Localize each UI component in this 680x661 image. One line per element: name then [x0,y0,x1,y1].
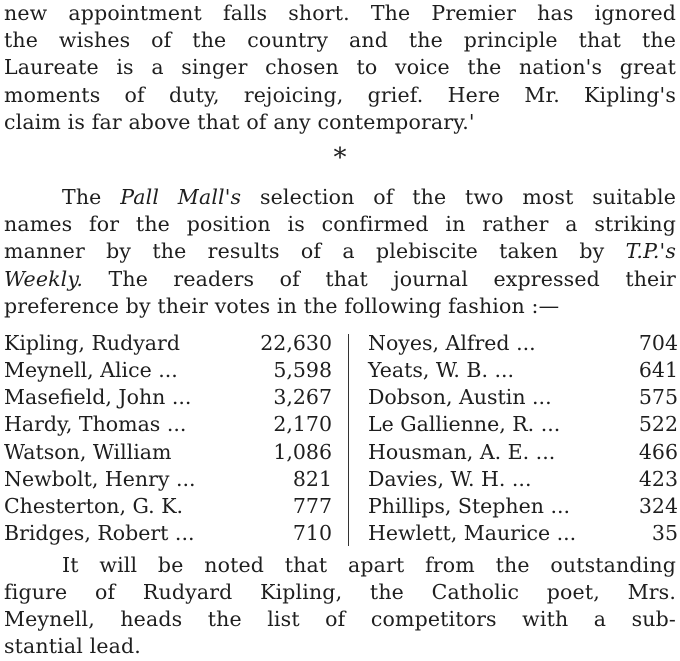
poet-name: Chesterton, G. K. [4,494,184,518]
vote-count: 3,267 [273,385,332,410]
poet-name: Noyes, Alfred ... [368,330,536,355]
poet-name: Masefield, John ... [4,385,192,410]
table-row [368,520,678,547]
vote-count: 2,170 [273,412,332,437]
poet-name: Hewlett, Maurice ... [368,521,577,546]
vote-count: 575 [638,385,678,410]
table-row [4,330,332,357]
votes-table [4,330,676,548]
poet-name: Hardy, Thomas ... [4,412,187,437]
vote-count: 1,086 [273,439,332,464]
intro-paragraph [4,0,676,136]
column-divider [348,334,349,546]
table-row [368,493,678,520]
text-line: figure of Rudyard Kipling, the Catholic poet, Mrs. [4,580,676,605]
text-line [4,184,676,211]
poet-name: Kipling, Rudyard [4,330,180,355]
table-row [368,330,678,357]
closing-paragraph [4,552,676,661]
vote-count: 423 [638,466,678,491]
poet-name: Watson, William [4,439,172,464]
table-row [4,411,332,438]
poet-name: Davies, W. H. ... [368,466,532,491]
table-row [4,439,332,466]
table-row [368,466,678,493]
vote-count: 641 [638,358,678,383]
document-page [4,0,676,661]
poet-name: Le Gallienne, R. ... [368,412,561,437]
table-row [368,357,678,384]
poet-name: Yeats, W. B. ... [368,358,515,383]
vote-count: 704 [638,330,678,355]
text-line: Laureate is a singer chosen to voice the nation's great [4,55,676,80]
text-line [4,266,676,293]
table-row [368,411,678,438]
text-line: Meynell, heads the list of competitors with a sub- [4,607,676,632]
vote-count: 22,630 [260,330,332,355]
vote-count: 5,598 [273,358,332,383]
vote-count: 821 [292,466,332,491]
votes-column-right [368,330,678,548]
vote-count: 466 [638,439,678,464]
section-separator: * [333,142,347,173]
table-row [4,384,332,411]
poet-name: Meynell, Alice ... [4,358,178,383]
vote-count: 324 [638,494,678,518]
vote-count: 35 [651,521,678,546]
table-row [4,466,332,493]
text-run: selection of the two most suitable [241,184,677,209]
text-line: preference by their votes in the following fashion :— [4,293,560,318]
plebiscite-paragraph [4,184,676,320]
poet-name: Dobson, Austin ... [368,385,552,410]
table-row [368,439,678,466]
votes-column-left [4,330,332,548]
table-row [4,493,332,520]
text-run: manner by the results of a plebiscite taken by [4,239,626,264]
text-line: names for the position is confirmed in rather a striking [4,212,676,237]
table-row [4,520,332,547]
text-line: claim is far above that of any contemporary.' [4,109,475,134]
poet-name: Phillips, Stephen ... [368,494,571,518]
text-line [4,238,676,265]
text-run: The readers of that journal expressed their [83,266,676,291]
poet-name: Bridges, Robert ... [4,521,195,546]
vote-count: 710 [292,521,332,546]
poet-name: Housman, A. E. ... [368,439,556,464]
poet-name: Newbolt, Henry ... [4,466,196,491]
table-row [368,384,678,411]
text-line: new appointment falls short. The Premier has ignored [4,1,676,25]
text-line: It will be noted that apart from the outstanding [62,552,676,577]
text-run: The [62,184,121,209]
publication-title: T.P.'s [625,239,676,264]
vote-count: 777 [292,494,332,518]
publication-title: Pall Mall's [120,184,242,209]
text-line: stantial lead. [4,634,141,659]
text-line: moments of duty, rejoicing, grief. Here Mr. Kipling's [4,82,676,107]
table-row [4,357,332,384]
vote-count: 522 [638,412,678,437]
publication-title: Weekly. [4,266,84,291]
text-line: the wishes of the country and the principle that the [4,28,676,53]
